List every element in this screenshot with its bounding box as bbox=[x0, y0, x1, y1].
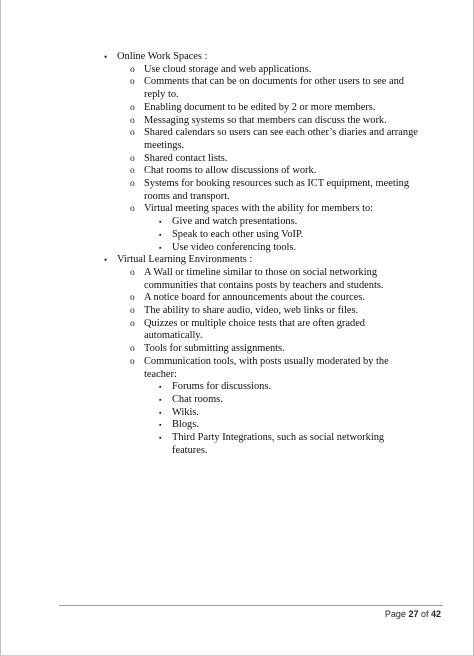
bullet-circle-icon: o bbox=[130, 204, 135, 215]
bullet-square-icon: ▪ bbox=[159, 434, 162, 443]
bullet-square-icon: ▪ bbox=[159, 383, 162, 392]
list-item-text: Chat rooms to allow discussions of work. bbox=[144, 165, 317, 177]
list-item bbox=[1, 369, 474, 382]
list-item-text: Messaging systems so that members can discuss the work. bbox=[144, 114, 387, 126]
list-item bbox=[1, 140, 474, 153]
list-item-text: Third Party Integrations, such as social networking bbox=[172, 432, 385, 444]
list-item-text: Quizzes or multiple choice tests that are often graded bbox=[144, 317, 366, 329]
bullet-square-icon: ▪ bbox=[159, 243, 162, 252]
list-item bbox=[1, 305, 474, 318]
list-item bbox=[1, 153, 474, 166]
page-label-prefix: Page bbox=[384, 609, 409, 619]
page-label-of: of bbox=[418, 609, 431, 619]
sub-list-item bbox=[1, 216, 474, 229]
list-item bbox=[1, 280, 474, 293]
bullet-circle-icon: o bbox=[130, 102, 135, 113]
list-item-text: Chat rooms. bbox=[172, 393, 223, 405]
page-number-footer bbox=[385, 609, 441, 619]
list-item bbox=[1, 330, 474, 343]
bullet-circle-icon: o bbox=[130, 356, 135, 367]
list-item-text: Communication tools, with posts usually moderated by the bbox=[144, 355, 389, 367]
list-item-text: communities that contains posts by teachers and students. bbox=[144, 279, 384, 291]
list-item bbox=[1, 89, 474, 102]
list-item-text: Virtual Learning Environments : bbox=[117, 254, 253, 266]
bullet-square-icon: ▪ bbox=[159, 408, 162, 417]
list-item bbox=[1, 165, 474, 178]
bullet-circle-icon: o bbox=[130, 128, 135, 139]
list-item-text: Give and watch presentations. bbox=[172, 216, 298, 228]
list-item-text: Shared calendars so users can see each other’s diaries and arrange bbox=[144, 127, 418, 139]
list-item bbox=[1, 318, 474, 331]
sub-list-item bbox=[1, 229, 474, 242]
list-item bbox=[1, 267, 474, 280]
bullet-circle-icon: o bbox=[130, 267, 135, 278]
bullet-circle-icon: o bbox=[130, 179, 135, 190]
total-page-count: 42 bbox=[430, 609, 441, 619]
bullet-square-icon: ▪ bbox=[159, 230, 162, 239]
list-item-text: A notice board for announcements about the cources. bbox=[144, 292, 366, 304]
bullet-square-icon: ▪ bbox=[159, 421, 162, 430]
sub-list-item bbox=[1, 419, 474, 432]
sub-list-item bbox=[1, 407, 474, 420]
list-item bbox=[1, 102, 474, 115]
list-item bbox=[1, 343, 474, 356]
section-heading bbox=[1, 254, 474, 267]
list-item bbox=[1, 115, 474, 128]
list-item-text: Enabling document to be edited by 2 or more members. bbox=[144, 101, 376, 113]
list-item-text: Virtual meeting spaces with the ability for members to: bbox=[144, 203, 374, 215]
bullet-square-icon: ▪ bbox=[159, 218, 162, 227]
bullet-square-icon: ▪ bbox=[159, 395, 162, 404]
list-item-text: rooms and transport. bbox=[144, 190, 230, 202]
sub-list-item bbox=[1, 394, 474, 407]
sub-list-item bbox=[1, 381, 474, 394]
list-item-text: teacher: bbox=[144, 368, 177, 380]
list-item-text: reply to. bbox=[144, 89, 179, 101]
bullet-circle-icon: o bbox=[130, 293, 135, 304]
list-item bbox=[1, 356, 474, 369]
bullet-circle-icon: o bbox=[130, 115, 135, 126]
list-item-text: Use video conferencing tools. bbox=[172, 241, 297, 253]
list-item bbox=[1, 64, 474, 77]
bullet-disc-icon: • bbox=[104, 52, 108, 62]
list-item-text: automatically. bbox=[144, 330, 203, 342]
bullet-circle-icon: o bbox=[130, 77, 135, 88]
bullet-circle-icon: o bbox=[130, 153, 135, 164]
list-item-text: meetings. bbox=[144, 139, 185, 151]
bullet-circle-icon: o bbox=[130, 306, 135, 317]
list-item-text: Shared contact lists. bbox=[144, 152, 228, 164]
list-item-text: Systems for booking resources such as ICT equipment, meeting bbox=[144, 178, 410, 190]
sub-list-item bbox=[1, 445, 474, 458]
list-item-text: Speak to each other using VoIP. bbox=[172, 228, 304, 240]
list-item-text: Forums for discussions. bbox=[172, 381, 272, 393]
section-heading bbox=[1, 51, 474, 64]
list-item-text: Online Work Spaces : bbox=[117, 51, 208, 62]
list-item-text: Wikis. bbox=[172, 406, 200, 418]
sub-list-item bbox=[1, 242, 474, 255]
list-item bbox=[1, 203, 474, 216]
list-item-text: The ability to share audio, video, web links or files. bbox=[144, 305, 359, 317]
list-item-text: Comments that can be on documents for other users to see and bbox=[144, 76, 404, 88]
sub-list-item bbox=[1, 432, 474, 445]
bullet-disc-icon: • bbox=[104, 255, 108, 266]
bullet-circle-icon: o bbox=[130, 344, 135, 355]
list-item bbox=[1, 292, 474, 305]
current-page-number: 27 bbox=[408, 609, 419, 619]
list-item bbox=[1, 127, 474, 140]
bullet-circle-icon: o bbox=[130, 166, 135, 177]
list-item bbox=[1, 191, 474, 204]
list-item-text: Tools for submitting assignments. bbox=[144, 343, 285, 355]
list-item bbox=[1, 178, 474, 191]
bullet-circle-icon: o bbox=[130, 64, 135, 75]
list-item-text: Blogs. bbox=[172, 419, 199, 431]
bullet-circle-icon: o bbox=[130, 318, 135, 329]
list-item-text: A Wall or timeline similar to those on social networking bbox=[144, 266, 378, 278]
list-item bbox=[1, 76, 474, 89]
footer-divider bbox=[59, 605, 443, 606]
list-item-text: Use cloud storage and web applications. bbox=[144, 63, 312, 75]
list-item-text: features. bbox=[172, 444, 208, 456]
document-body bbox=[1, 51, 474, 458]
